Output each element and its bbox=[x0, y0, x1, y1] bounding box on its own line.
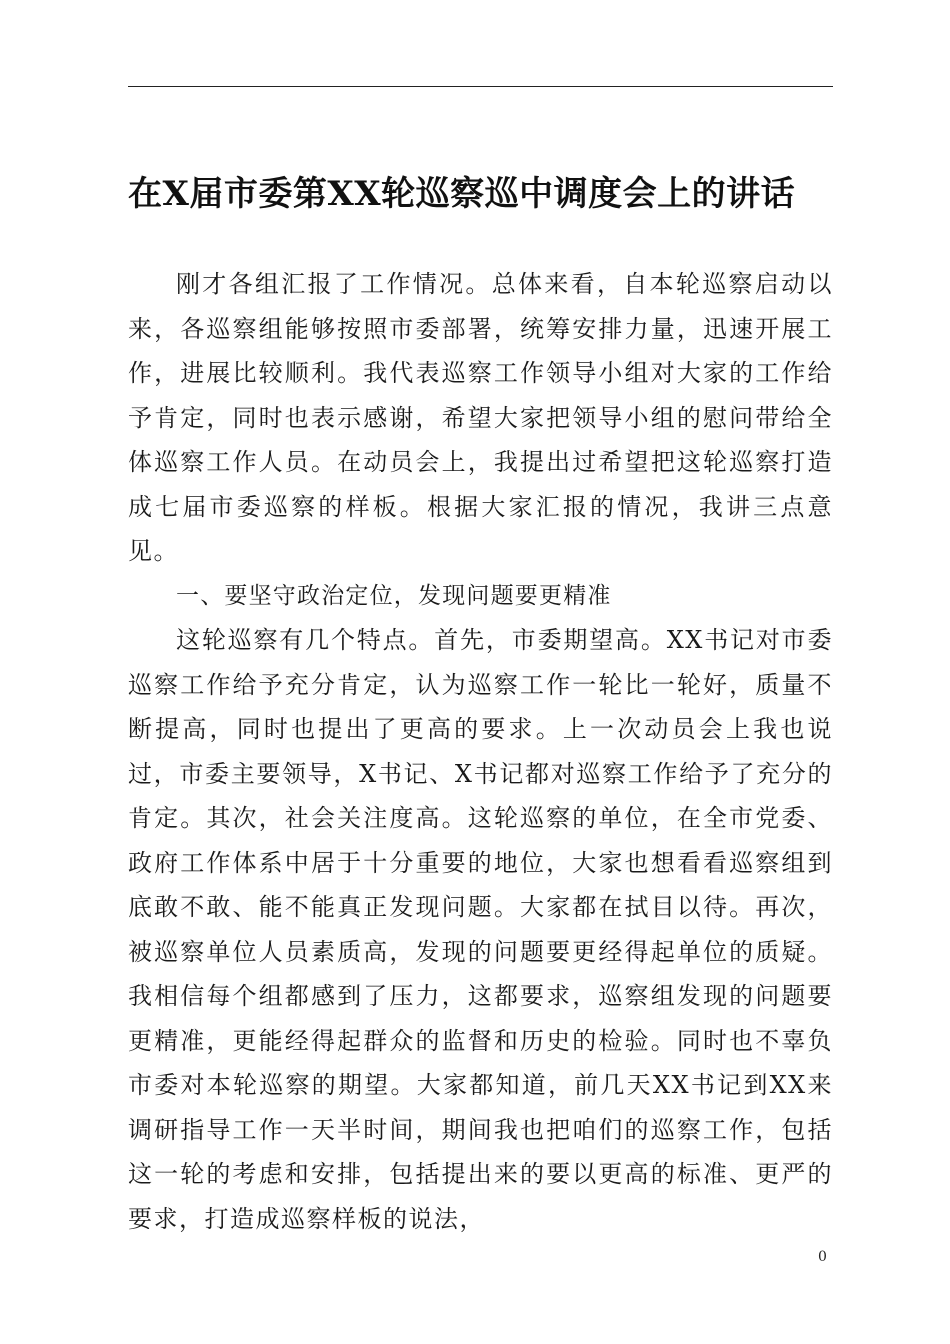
page-number: 0 bbox=[818, 1249, 827, 1265]
section-heading-1: 一、要坚守政治定位，发现问题要更精准 bbox=[176, 582, 612, 609]
intro-paragraph: 刚才各组汇报了工作情况。总体来看，自本轮巡察启动以来，各巡察组能够按照市委部署，统筹安排力量，迅速开展工作，进展比较顺利。我代表巡察工作领导小组对大家的工作给予肯定，同时也表示感谢，希望大家把领导小组的慰问带给全体巡察工作人员。在动员会上，我提出过希望把这轮巡察打造成七届市委巡察的样板。根据大家汇报的情况，我讲三点意见。 bbox=[128, 270, 833, 565]
document-body bbox=[128, 262, 833, 1241]
header-rule bbox=[128, 86, 833, 87]
document-title: 在X届市委第XX轮巡察巡中调度会上的讲话 bbox=[128, 174, 796, 214]
section-1-paragraph: 这轮巡察有几个特点。首先，市委期望高。XX书记对市委巡察工作给予充分肯定，认为巡察工作一轮比一轮好，质量不断提高，同时也提出了更高的要求。上一次动员会上我也说过，市委主要领导，X书记、X书记都对巡察工作给予了充分的肯定。其次，社会关注度高。这轮巡察的单位，在全市党委、政府工作体系中居于十分重要的地位，大家也想看看巡察组到底敢不敢、能不能真正发现问题。大家都在拭目以待。再次，被巡察单位人员素质高，发现的问题要更经得起单位的质疑。我相信每个组都感到了压力，这都要求，巡察组发现的问题要更精准，更能经得起群众的监督和历史的检验。同时也不辜负市委对本轮巡察的期望。大家都知道，前几天XX书记到XX来调研指导工作一天半时间，期间我也把咱们的巡察工作，包括这一轮的考虑和安排，包括提出来的要以更高的标准、更严的要求，打造成巡察样板的说法， bbox=[128, 626, 833, 1233]
